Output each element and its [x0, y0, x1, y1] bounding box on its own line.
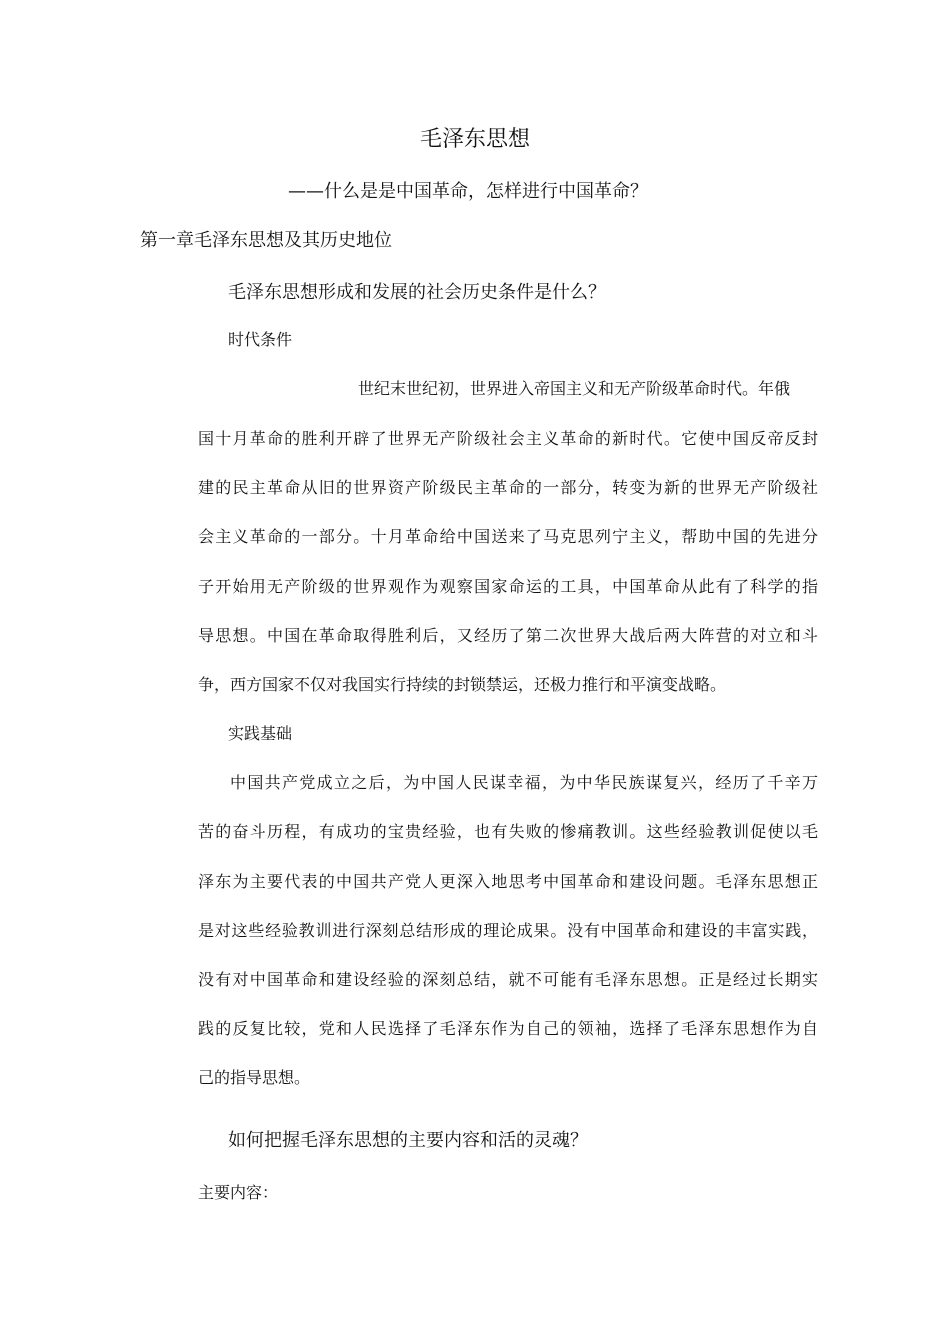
- document-subtitle: ——什么是是中国革命，怎样进行中国革命？: [288, 181, 648, 202]
- main-content-label: 主要内容：: [198, 1183, 279, 1202]
- chapter-heading: 第一章毛泽东思想及其历史地位: [140, 230, 392, 251]
- section2-question: 如何把握毛泽东思想的主要内容和活的灵魂？: [228, 1130, 588, 1151]
- era-conditions-label: 时代条件: [228, 330, 293, 349]
- paragraph-line: 己的指导思想。: [198, 1068, 311, 1087]
- paragraph-line: 建的民主革命从旧的世界资产阶级民主革命的一部分，转变为新的世界无产阶级社: [198, 478, 818, 497]
- paragraph-line: 没有对中国革命和建设经验的深刻总结，就不可能有毛泽东思想。正是经过长期实: [198, 970, 818, 989]
- paragraph-line: 中国共产党成立之后，为中国人民谋幸福，为中华民族谋复兴，经历了千辛万: [230, 773, 818, 792]
- paragraph-line: 子开始用无产阶级的世界观作为观察国家命运的工具，中国革命从此有了科学的指: [198, 577, 818, 596]
- paragraph-line: 导思想。中国在革命取得胜利后，又经历了第二次世界大战后两大阵营的对立和斗: [198, 626, 818, 645]
- paragraph-line: 苦的奋斗历程，有成功的宝贵经验，也有失败的惨痛教训。这些经验教训促使以毛: [198, 822, 818, 841]
- paragraph-line: 会主义革命的一部分。十月革命给中国送来了马克思列宁主义，帮助中国的先进分: [198, 527, 818, 546]
- paragraph-line: 是对这些经验教训进行深刻总结形成的理论成果。没有中国革命和建设的丰富实践，: [198, 921, 818, 940]
- paragraph-line: 践的反复比较，党和人民选择了毛泽东作为自己的领袖，选择了毛泽东思想作为自: [198, 1019, 818, 1038]
- section1-question: 毛泽东思想形成和发展的社会历史条件是什么？: [228, 282, 606, 303]
- paragraph-line: 国十月革命的胜利开辟了世界无产阶级社会主义革命的新时代。它使中国反帝反封: [198, 429, 818, 448]
- paragraph-line: 争，西方国家不仅对我国实行持续的封锁禁运，还极力推行和平演变战略。: [198, 675, 727, 694]
- paragraph-line: 泽东为主要代表的中国共产党人更深入地思考中国革命和建设问题。毛泽东思想正: [198, 872, 818, 891]
- document-title: 毛泽东思想: [419, 127, 530, 152]
- practical-basis-label: 实践基础: [228, 724, 293, 743]
- paragraph-line: 世纪末世纪初，世界进入帝国主义和无产阶级革命时代。年俄: [358, 379, 791, 398]
